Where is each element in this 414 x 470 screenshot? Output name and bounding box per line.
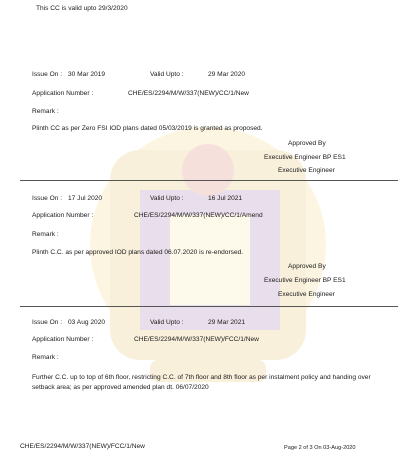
validity-note: This CC is valid upto 29/3/2020 <box>36 5 128 12</box>
remark-label: Remark : <box>32 108 59 115</box>
approver-title: Executive Engineer BP ES1 <box>264 277 346 284</box>
issue-on-label: Issue On : <box>32 319 63 326</box>
application-number: CHE/ES/2294/M/W/337(NEW)/FCC/1/New <box>134 336 259 343</box>
application-number-label: Application Number : <box>32 212 94 219</box>
issue-on-label: Issue On : <box>32 71 63 78</box>
application-number-label: Application Number : <box>32 90 94 97</box>
section-divider <box>20 180 398 181</box>
section-divider <box>20 306 398 307</box>
remark-label: Remark : <box>32 231 59 238</box>
valid-upto-label: Valid Upto : <box>150 71 184 78</box>
page-info: Page 2 of 3 On 03-Aug-2020 <box>284 445 356 451</box>
application-number: CHE/ES/2294/M/W/337(NEW)/CC/1/Amend <box>134 212 263 219</box>
issue-date: 03 Aug 2020 <box>68 319 106 326</box>
approver-role: Executive Engineer <box>278 291 335 298</box>
application-number: CHE/ES/2294/M/W/337(NEW)/CC/1/New <box>128 90 249 97</box>
remark-label: Remark : <box>32 354 59 361</box>
issue-date: 30 Mar 2019 <box>68 71 106 78</box>
valid-upto-date: 16 Jul 2021 <box>208 195 243 202</box>
remark-text: Plinth C.C. as per approved IOD plans dated 06.07.2020 is re-endorsed. <box>32 249 244 256</box>
valid-upto-label: Valid Upto : <box>150 195 184 202</box>
issue-date: 17 Jul 2020 <box>68 195 103 202</box>
issue-on-label: Issue On : <box>32 195 63 202</box>
approver-role: Executive Engineer <box>278 167 335 174</box>
remark-text: Further C.C. up to top of 6th floor, restricting C.C. of 7th floor and 8th floor as per instalment policy and handing over setback area; as per approved amended plan dt. 06/07/2020 <box>32 374 371 391</box>
application-number-label: Application Number : <box>32 336 94 343</box>
footer-reference: CHE/ES/2294/M/W/337(NEW)/FCC/1/New <box>20 443 145 450</box>
approved-by-label: Approved By <box>288 140 326 147</box>
approver-title: Executive Engineer BP ES1 <box>264 154 346 161</box>
valid-upto-label: Valid Upto : <box>150 319 184 326</box>
valid-upto-date: 29 Mar 2020 <box>208 71 246 78</box>
remark-text: Plinth CC as per Zero FSI IOD plans dated 05/03/2019 is granted as proposed. <box>32 125 263 132</box>
approved-by-label: Approved By <box>288 263 326 270</box>
valid-upto-date: 29 Mar 2021 <box>208 319 246 326</box>
